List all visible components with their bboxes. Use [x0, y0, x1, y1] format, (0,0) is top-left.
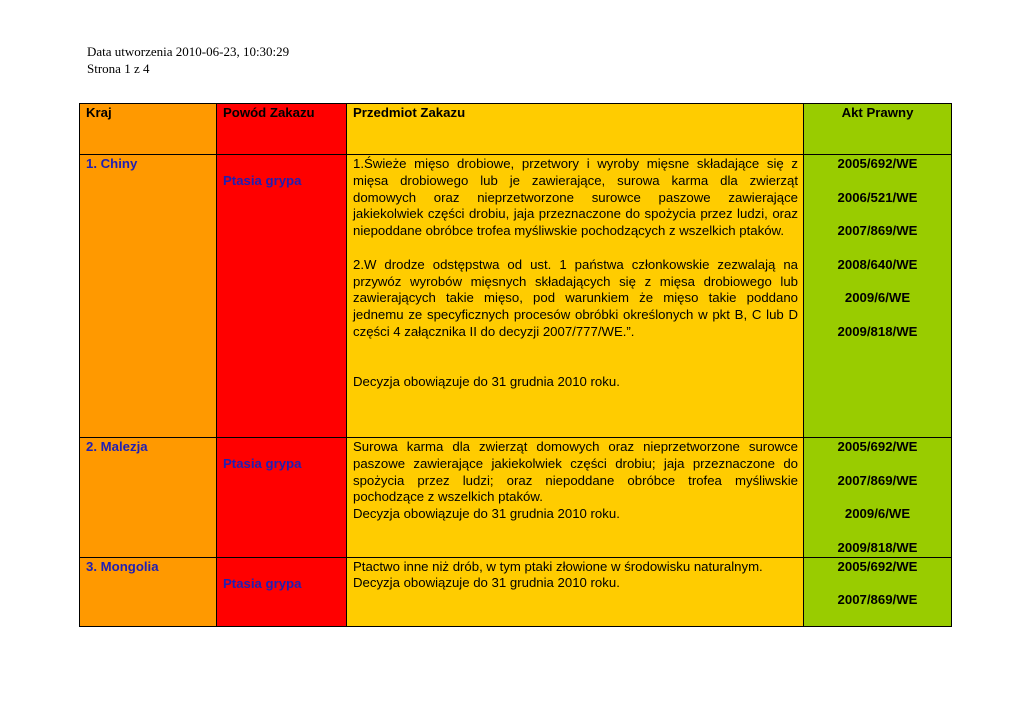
subject-validity: Decyzja obowiązuje do 31 grudnia 2010 roku.: [353, 575, 620, 591]
country-cell: [80, 557, 217, 626]
legal-act: 2009/6/WE: [844, 290, 911, 306]
acts-cell: [804, 438, 952, 558]
reason-cell: [217, 557, 347, 626]
page-number: Strona 1 z 4: [87, 61, 150, 76]
subject-cell: [347, 155, 804, 438]
reason-text: Ptasia grypa: [223, 456, 302, 471]
legal-act: 2009/818/WE: [837, 323, 918, 339]
table-header-row: [80, 104, 952, 155]
country-cell: [80, 438, 217, 558]
header-powod-zakazu: Powód Zakazu: [217, 104, 347, 155]
legal-act: 2008/640/WE: [837, 256, 918, 272]
country-name: 1. Chiny: [86, 156, 138, 171]
subject-paragraph: 1.Świeże mięso drobiowe, przetwory i wyroby mięsne składające się z mięsa drobiowego lub je zawierające, surowa karma dla zwierząt domowych oraz nieprzetworzone surowce paszowe zawierające jakiekolwiek części drobiu, jaja przeznaczone do spożycia przez ludzi, oraz niepoddane obróbce trofea myśliwskie pochodzących z wszelkich ptaków.: [353, 156, 798, 239]
country-name: 2. Malezja: [86, 439, 148, 454]
legal-act: 2005/692/WE: [837, 156, 918, 171]
table-row: [80, 557, 952, 626]
creation-date: Data utworzenia 2010-06-23, 10:30:29: [87, 44, 290, 59]
legal-act: 2007/869/WE: [837, 472, 918, 488]
reason-text: Ptasia grypa: [223, 173, 302, 188]
acts-cell: [804, 557, 952, 626]
country-name: 3. Mongolia: [86, 558, 159, 574]
subject-paragraph: 2.W drodze odstępstwa od ust. 1 państwa członkowskie zezwalają na przywóz wyrobów mięsnych składających się z mięsa drobiowego lub zawierających takie mięso, pod warunkiem że mięso takie poddano jednemu ze specyficznych procesów obróbki określonych w pkt B, C lub D części 4 załącznika II do decyzji 2007/777/WE.”.: [353, 256, 798, 339]
reason-cell: [217, 438, 347, 558]
subject-validity: Decyzja obowiązuje do 31 grudnia 2010 roku.: [353, 506, 620, 522]
subject-cell: [347, 438, 804, 558]
header-kraj: Kraj: [80, 104, 217, 155]
legal-act: 2006/521/WE: [837, 189, 918, 205]
table-row: [80, 438, 952, 558]
legal-act: 2009/6/WE: [844, 506, 911, 522]
acts-cell: [804, 155, 952, 438]
legal-act: 2005/692/WE: [837, 439, 918, 454]
subject-paragraph: Surowa karma dla zwierząt domowych oraz nieprzetworzone surowce paszowe zawierające jakiekolwiek części drobiu; jaja przeznaczone do spożycia przez ludzi; oraz niepoddane obróbce trofea myśliwskie pochodzące z wszelkich ptaków.: [353, 439, 798, 505]
subject-validity: Decyzja obowiązuje do 31 grudnia 2010 roku.: [353, 374, 620, 390]
ban-table: [79, 103, 952, 627]
reason-text: Ptasia grypa: [223, 575, 302, 591]
table-row: [80, 155, 952, 438]
country-cell: [80, 155, 217, 438]
header-przedmiot-zakazu: Przedmiot Zakazu: [347, 104, 804, 155]
legal-act: 2007/869/WE: [837, 592, 918, 608]
header-akt-prawny: Akt Prawny: [804, 104, 952, 155]
reason-cell: [217, 155, 347, 438]
legal-act: 2009/818/WE: [837, 539, 918, 555]
subject-paragraph: Ptactwo inne niż drób, w tym ptaki złowione w środowisku naturalnym.: [353, 558, 763, 574]
legal-act: 2007/869/WE: [837, 223, 918, 239]
legal-act: 2005/692/WE: [837, 558, 918, 574]
subject-cell: [347, 557, 804, 626]
